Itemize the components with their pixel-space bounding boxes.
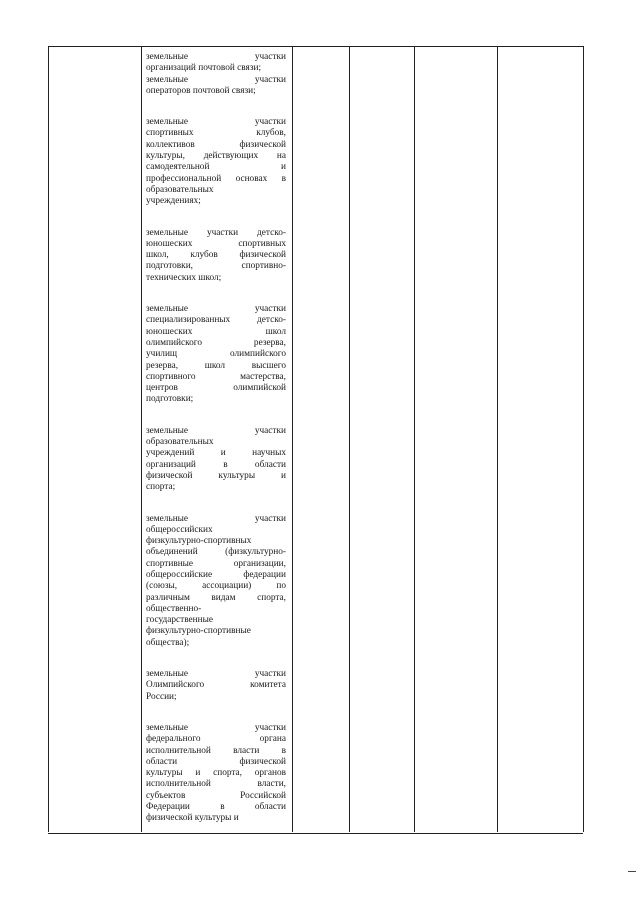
column-divider-5 — [497, 46, 498, 832]
land-use-entry — [146, 669, 286, 703]
land-use-description-cell — [146, 52, 286, 845]
entry-text-line: школ, клубов физической — [146, 250, 286, 261]
land-use-entry — [146, 304, 286, 406]
entry-text-line: олимпийского резерва, — [146, 337, 286, 348]
entry-text-line: учреждений и научных — [146, 448, 286, 459]
entry-text-line: центров олимпийской — [146, 383, 286, 394]
entry-text-line: культуры, действующих на — [146, 151, 286, 162]
land-use-entry — [146, 75, 286, 98]
entry-text-line: общероссийских — [146, 524, 213, 535]
entry-text-line: общества); — [146, 637, 190, 648]
entry-text-line: России; — [146, 691, 177, 702]
land-use-entry — [146, 514, 286, 650]
entry-text-line: культуры и спорта, органов — [146, 768, 286, 779]
entry-text-line: учреждениях; — [146, 196, 201, 207]
table-border-left — [48, 46, 49, 832]
land-use-entry — [146, 426, 286, 494]
column-divider-1 — [141, 46, 142, 832]
entry-text-line: земельные участки — [146, 52, 286, 62]
entry-text-line: объединений (физкультурно- — [146, 547, 286, 558]
entry-text-line: земельные участки — [146, 117, 286, 128]
entry-text-line: спорта; — [146, 482, 176, 493]
entry-text-line: федерального органа — [146, 734, 286, 745]
entry-text-line: коллективов физической — [146, 139, 286, 150]
entry-text-line: Олимпийского комитета — [146, 680, 286, 691]
entry-text-line: специализированных детско- — [146, 315, 286, 326]
column-divider-4 — [414, 46, 415, 832]
entry-text-line: операторов почтовой связи; — [146, 85, 256, 96]
entry-text-line: земельные участки — [146, 425, 286, 436]
entry-text-line: самодеятельной и — [146, 162, 286, 173]
entry-text-line: государственные — [146, 615, 214, 626]
column-divider-3 — [349, 46, 350, 832]
land-categories-table — [48, 46, 583, 834]
column-divider-2 — [292, 46, 293, 832]
entry-text-line: училищ олимпийского — [146, 349, 286, 360]
land-use-entry — [146, 723, 286, 825]
entry-text-line: земельные участки — [146, 669, 286, 680]
entry-text-line: физической культуры и — [146, 813, 239, 824]
entry-text-line: различным видам спорта, — [146, 592, 286, 603]
entry-text-line: земельные участки — [146, 722, 286, 733]
entry-text-line: образовательных — [146, 184, 214, 195]
entry-text-line: спортивных клубов, — [146, 128, 286, 139]
entry-text-line: общественно- — [146, 603, 202, 614]
entry-text-line: спортивные организации, — [146, 558, 286, 569]
entry-text-line: физической культуры и — [146, 470, 286, 481]
land-use-entry — [146, 52, 286, 75]
entry-text-line: земельные участки — [146, 304, 286, 315]
entry-text-line: земельные участки — [146, 74, 286, 85]
entry-text-line: физкультурно-спортивных — [146, 536, 252, 547]
entry-text-line: профессиональной основах в — [146, 173, 286, 184]
entry-text-line: организаций в области — [146, 459, 286, 470]
entry-text-line: субъектов Российской — [146, 790, 286, 801]
entry-text-line: спортивного мастерства, — [146, 371, 286, 382]
entry-text-line: земельные участки детско- — [146, 227, 286, 238]
entry-text-line: общероссийские федерации — [146, 569, 286, 580]
entry-text-line: резерва, школ высшего — [146, 360, 286, 371]
land-use-entry — [146, 117, 286, 207]
entry-text-line: подготовки; — [146, 394, 194, 405]
entry-text-line: юношеских школ — [146, 326, 286, 337]
entry-text-line: (союзы, ассоциации) по — [146, 581, 286, 592]
table-border-right — [583, 46, 584, 832]
entry-text-line: области физической — [146, 756, 286, 767]
entry-text-line: исполнительной власти в — [146, 745, 286, 756]
entry-text-line: организаций почтовой связи; — [146, 63, 262, 74]
entry-text-line: физкультурно-спортивные — [146, 626, 251, 637]
entry-text-line: Федерации в области — [146, 802, 286, 813]
edge-mark — [628, 871, 636, 872]
entry-text-line: подготовки, спортивно- — [146, 261, 286, 272]
entry-text-line: земельные участки — [146, 513, 286, 524]
entry-text-line: технических школ; — [146, 272, 222, 283]
entry-text-line: образовательных — [146, 437, 214, 448]
entry-text-line: исполнительной власти, — [146, 779, 286, 790]
entry-text-line: юношеских спортивных — [146, 238, 286, 249]
land-use-entry — [146, 228, 286, 284]
